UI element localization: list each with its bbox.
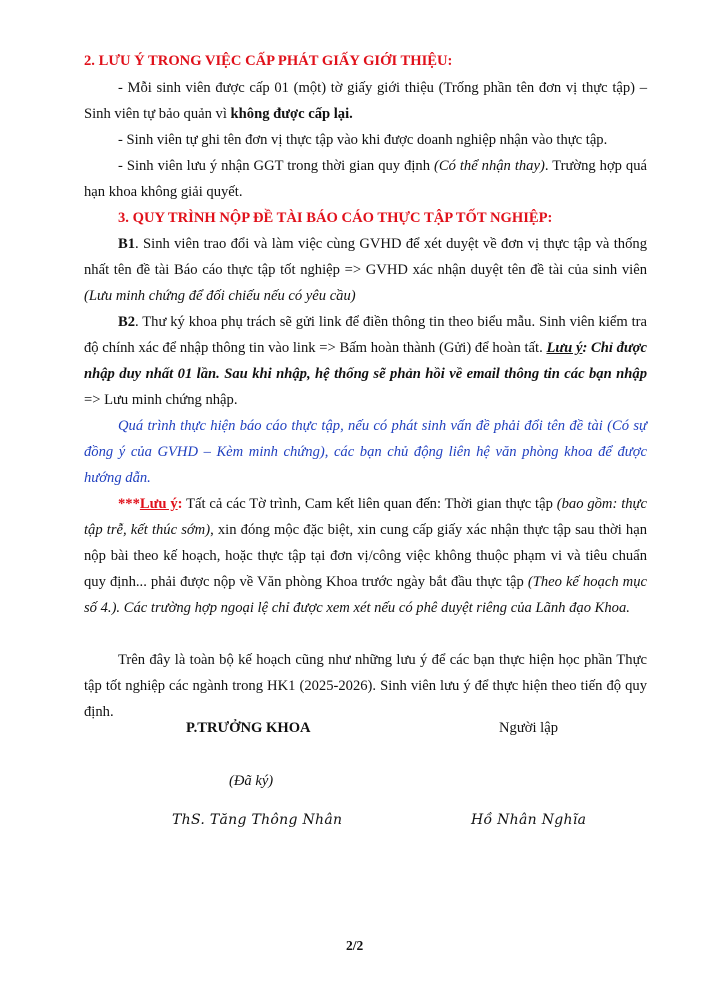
right-signature-title: Người lập	[499, 720, 558, 736]
step-2-note-label: Lưu ý	[546, 340, 583, 356]
note-label: Lưu ý	[139, 496, 178, 512]
right-signature-name: Hồ Nhân Nghĩa	[471, 812, 587, 828]
bullet-3-text: - Sinh viên lưu ý nhận GGT trong thời gian quy định	[118, 158, 434, 174]
section-2-bullet-3	[84, 153, 647, 205]
step-1-text: . Sinh viên trao đổi và làm việc cùng GVHD để xét duyệt về đơn vị thực tập và thống nhất tên đề tài Báo cáo thực tập tốt nghiệp => GVHD xác nhận duyệt tên đề tài của sinh viên	[84, 236, 647, 278]
step-2-label: B2	[118, 314, 136, 330]
note-colon: :	[177, 496, 183, 512]
section-2-bullet-1	[84, 75, 647, 127]
closing-paragraph: Trên đây là toàn bộ kế hoạch cũng như những lưu ý để các bạn thực hiện học phần Thực tập tốt nghiệp các ngành trong HK1 (2025-2026). Sinh viên lưu ý để thực hiện theo tiến độ quy định.	[84, 652, 647, 720]
note-text-2: , xin đóng mộc đặc biệt, xin cung cấp giấy xác nhận thực tập sau thời hạn nộp bài theo kế hoạch, hoặc thực tập tại đơn vị/công việc không thuộc phạm vi và tiêu chuẩn quy định... phải được nộp về Văn phòng Khoa trước ngày bắt đầu thực tập	[84, 522, 648, 590]
note-stars: ***	[118, 496, 140, 512]
general-note	[84, 491, 647, 621]
bullet-3-italic: (Có thể nhận thay)	[434, 158, 545, 174]
section-3-heading: 3. QUY TRÌNH NỘP ĐỀ TÀI BÁO CÁO THỰC TẬP TỐT NGHIỆP:	[118, 210, 553, 226]
left-signature-name: ThS. Tăng Thông Nhân	[172, 812, 343, 828]
note-italic-1: (bao gồm: thực tập trễ, kết thúc sớm)	[84, 496, 647, 538]
step-2-paragraph	[84, 309, 647, 413]
left-signature-title: P.TRƯỞNG KHOA	[186, 720, 311, 736]
section-2-heading: 2. LƯU Ý TRONG VIỆC CẤP PHÁT GIẤY GIỚI THIỆU:	[84, 53, 453, 69]
bullet-3-rest: . Trường hợp quá hạn khoa không giải quyết.	[84, 158, 648, 200]
step-1-paragraph	[84, 231, 647, 309]
step-2-note-text: : Chỉ được nhập duy nhất 01 lần. Sau khi nhập, hệ thống sẽ phản hồi về email thông tin các bạn nhập	[84, 340, 647, 382]
page-number: 2/2	[346, 938, 364, 953]
section-2-bullet-2: - Sinh viên tự ghi tên đơn vị thực tập vào khi được doanh nghiệp nhận vào thực tập.	[118, 132, 608, 148]
note-text-1: Tất cả các Tờ trình, Cam kết liên quan đến: Thời gian thực tập	[182, 496, 557, 512]
step-2-rest: => Lưu minh chứng nhập.	[84, 392, 238, 408]
bullet-1-text: - Mỗi sinh viên được cấp 01 (một) tờ giấy giới thiệu (Trống phần tên đơn vị thực tập) – Sinh viên tự bảo quản vì	[84, 80, 647, 122]
step-1-label: B1	[118, 236, 136, 252]
step-2-text: . Thư ký khoa phụ trách sẽ gửi link để điền thông tin theo biểu mẫu. Sinh viên kiểm tra độ chính xác để nhập thông tin vào link => Bấm hoàn thành (Gửi) để hoàn tất.	[84, 314, 647, 356]
note-italic-2: (Theo kế hoạch mục số 4.). Các trường hợp ngoại lệ chỉ được xem xét nếu có phê duyệt riêng của Lãnh đạo Khoa.	[84, 574, 647, 616]
blue-note: Quá trình thực hiện báo cáo thực tập, nếu có phát sinh vấn đề phải đổi tên đề tài (Có sự đồng ý của GVHD – Kèm minh chứng), các bạn chủ động liên hệ văn phòng khoa để được hướng dẫn.	[84, 418, 647, 486]
signed-note: (Đã ký)	[229, 773, 274, 789]
bullet-1-bold: không được cấp lại.	[230, 106, 353, 122]
step-1-italic: (Lưu minh chứng để đối chiếu nếu có yêu cầu)	[84, 288, 356, 304]
